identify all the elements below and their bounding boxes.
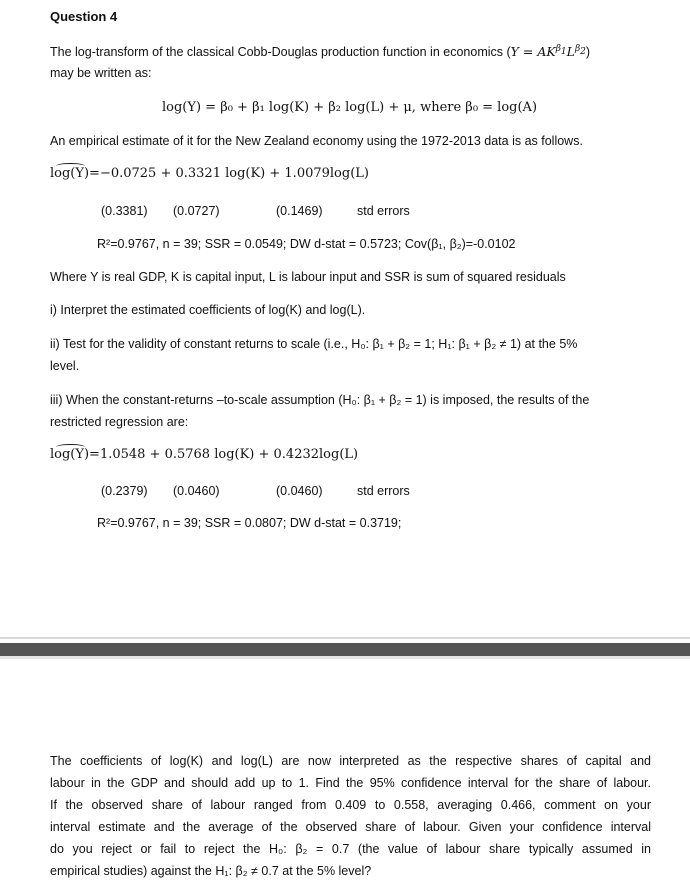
se-label: std errors — [357, 204, 410, 218]
continuation-paragraph — [50, 750, 651, 882]
part-iii-line2: restricted regression are: — [50, 415, 189, 429]
r-se-k: (0.0460) — [173, 484, 220, 498]
restricted-equation — [50, 447, 358, 462]
continuation-line: The coefficients of log(K) and log(L) are now interpreted as the respective shares of capital and — [50, 754, 651, 768]
part-ii-line1: ii) Test for the validity of constant returns to scale (i.e., H₀: β₁ + β₂ = 1; H₁: β₁ + β₂ ≠ 1) at the 5% — [50, 337, 578, 351]
restricted-lhs: log(Y) — [50, 447, 90, 462]
continuation-line: If the observed share of labour ranged from 0.409 to 0.558, averaging 0.466, comment on your — [50, 798, 651, 812]
intro-formula-l: L — [566, 44, 575, 60]
r-se-l: (0.0460) — [276, 484, 323, 498]
se-k: (0.0727) — [173, 204, 220, 218]
part-ii-line2: level. — [50, 359, 80, 373]
estimate-intro: An empirical estimate of it for the New Zealand economy using the 1972-2013 data is as follows. — [50, 134, 583, 148]
se-l: (0.1469) — [276, 204, 323, 218]
se-const: (0.3381) — [101, 204, 148, 218]
part-iii-line1: iii) When the constant-returns –to-scale assumption (H₀: β₁ + β₂ = 1) is imposed, the results of the — [50, 393, 590, 407]
page-divider-top — [0, 637, 690, 639]
restricted-stats: R²=0.9767, n = 39; SSR = 0.0807; DW d-stat = 0.3719; — [97, 516, 402, 530]
restricted-rhs: =1.0548 + 0.5768 log(K) + 0.4232log(L) — [89, 447, 359, 462]
page-divider-bottom — [0, 656, 690, 659]
page-divider — [0, 643, 690, 656]
intro-text: The log-transform of the classical Cobb-Douglas production function in economics ( — [50, 45, 511, 60]
continuation-line: empirical studies) against the H₁: β₂ ≠ 0.7 at the 5% level? — [50, 864, 372, 878]
question-title: Question 4 — [50, 9, 118, 24]
r-se-const: (0.2379) — [101, 484, 148, 498]
main-equation: log(Y) = β₀ + β₁ log(K) + β₂ log(L) + μ, where β₀ = log(A) — [162, 100, 538, 115]
part-i: i) Interpret the estimated coefficients of log(K) and log(L). — [50, 303, 366, 317]
beta2-exponent: β2 — [574, 44, 586, 57]
intro-line2: may be written as: — [50, 66, 152, 80]
intro-end: ) — [585, 45, 591, 60]
r-se-label: std errors — [357, 484, 410, 498]
unrestricted-rhs: =−0.0725 + 0.3321 log(K) + 1.0079log(L) — [89, 166, 369, 181]
unrestricted-equation — [50, 166, 369, 181]
where-text: Where Y is real GDP, K is capital input, L is labour input and SSR is sum of squared residuals — [50, 270, 566, 284]
unrestricted-lhs: log(Y) — [50, 166, 90, 181]
continuation-line: labour in the GDP and should add up to 1. Find the 95% confidence interval for the share of labour. — [50, 776, 651, 790]
beta1-exponent: β1 — [555, 44, 567, 57]
intro-formula: Y = AK — [510, 44, 556, 60]
unrestricted-stats: R²=0.9767, n = 39; SSR = 0.0549; DW d-stat = 0.5723; Cov(β₁, β₂)=-0.0102 — [97, 237, 516, 251]
continuation-line: interval estimate and the average of the observed share of labour. Given your confidence interval — [50, 820, 651, 834]
intro-paragraph — [50, 44, 660, 59]
continuation-line: do you reject or fail to reject the H₀: β₂ = 0.7 (the value of labour share typically assumed in — [50, 842, 651, 856]
